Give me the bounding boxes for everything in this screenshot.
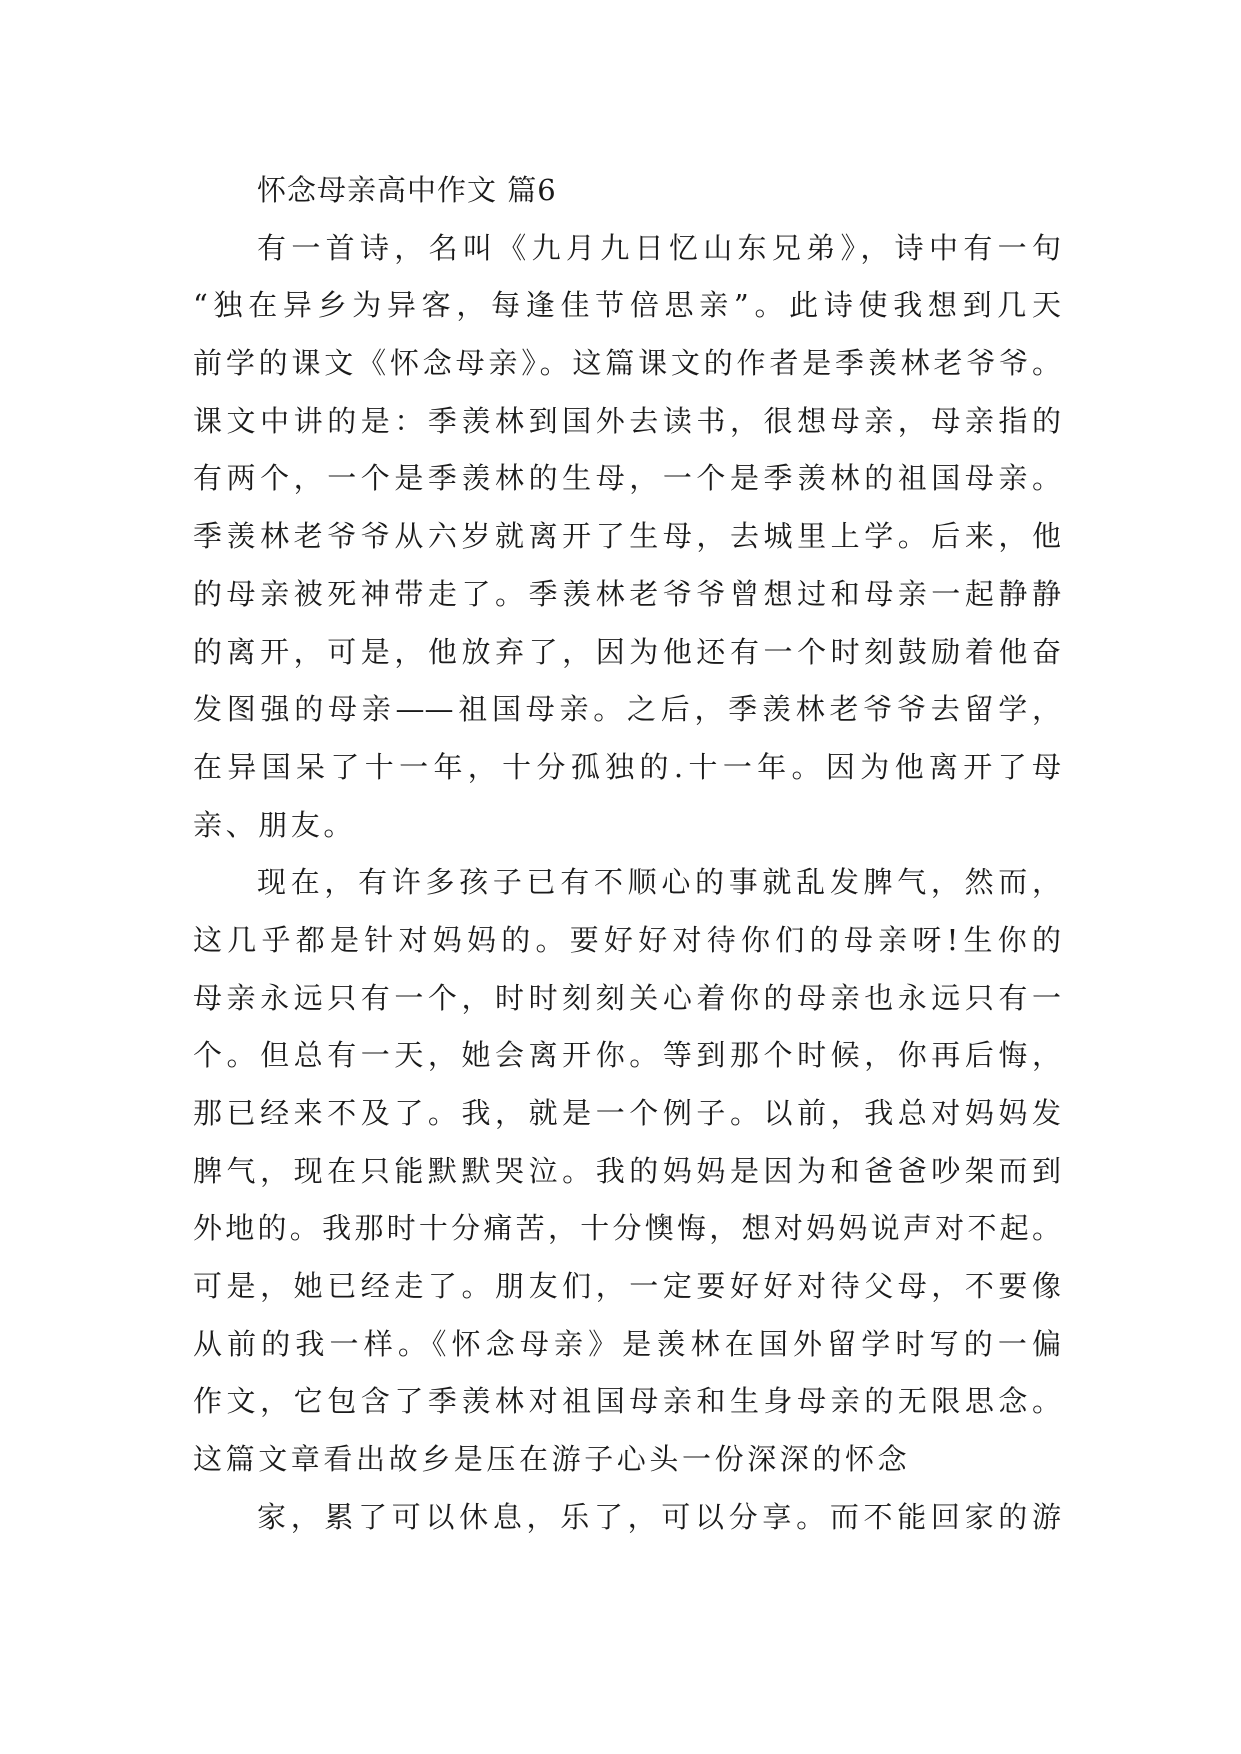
text-line: 家，累了可以休息，乐了，可以分享。而不能回家的游 (257, 1499, 1061, 1534)
paragraph-3 (193, 1489, 1061, 1547)
text-line: 课文中讲的是：季羡林到国外去读书，很想母亲，母亲指的 (193, 403, 1061, 438)
text-line: 可是，她已经走了。朋友们，一定要好好对待父母，不要像 (193, 1269, 1061, 1304)
text-line: 作文，它包含了季羡林对祖国母亲和生身母亲的无限思念。 (193, 1384, 1061, 1419)
text-line: 母亲永远只有一个，时时刻刻关心着你的母亲也永远只有一 (193, 980, 1061, 1015)
text-line: 亲、朋友。 (193, 807, 357, 842)
text-line: 的离开，可是，他放弃了，因为他还有一个时刻鼓励着他奋 (193, 634, 1061, 669)
text-line: 个。但总有一天，她会离开你。等到那个时候，你再后悔， (193, 1038, 1061, 1073)
text-line: 脾气，现在只能默默哭泣。我的妈妈是因为和爸爸吵架而到 (193, 1153, 1061, 1188)
paragraph-1 (193, 220, 1061, 855)
text-line: 现在，有许多孩子已有不顺心的事就乱发脾气，然而， (257, 865, 1061, 900)
text-line: 从前的我一样。《怀念母亲》是羡林在国外留学时写的一偏 (193, 1326, 1061, 1361)
text-line: 在异国呆了十一年，十分孤独的.十一年。因为他离开了母 (193, 749, 1061, 784)
text-line: 外地的。我那时十分痛苦，十分懊悔，想对妈妈说声对不起。 (193, 1211, 1061, 1246)
paragraph-2 (193, 854, 1061, 1489)
text-line: 季羡林老爷爷从六岁就离开了生母，去城里上学。后来，他 (193, 519, 1061, 554)
essay-body (193, 162, 1061, 1547)
essay-title: 怀念母亲高中作文 篇6 (257, 173, 557, 207)
text-line: 那已经来不及了。我，就是一个例子。以前，我总对妈妈发 (193, 1096, 1061, 1130)
text-line: “独在异乡为异客，每逢佳节倍思亲”。此诗使我想到几天 (193, 288, 1061, 323)
text-line: 的母亲被死神带走了。季羡林老爷爷曾想过和母亲一起静静 (193, 576, 1061, 611)
text-line: 发图强的母亲——祖国母亲。之后，季羡林老爷爷去留学， (193, 692, 1061, 727)
text-line: 有两个，一个是季羡林的生母，一个是季羡林的祖国母亲。 (193, 461, 1061, 496)
text-line: 这篇文章看出故乡是压在游子心头一份深深的怀念 (193, 1442, 911, 1477)
text-line: 这几乎都是针对妈妈的。要好好对待你们的母亲呀!生你的 (193, 922, 1061, 957)
text-line: 前学的课文《怀念母亲》。这篇课文的作者是季羡林老爷爷。 (193, 346, 1061, 381)
text-line: 有一首诗，名叫《九月九日忆山东兄弟》，诗中有一句 (257, 230, 1061, 265)
